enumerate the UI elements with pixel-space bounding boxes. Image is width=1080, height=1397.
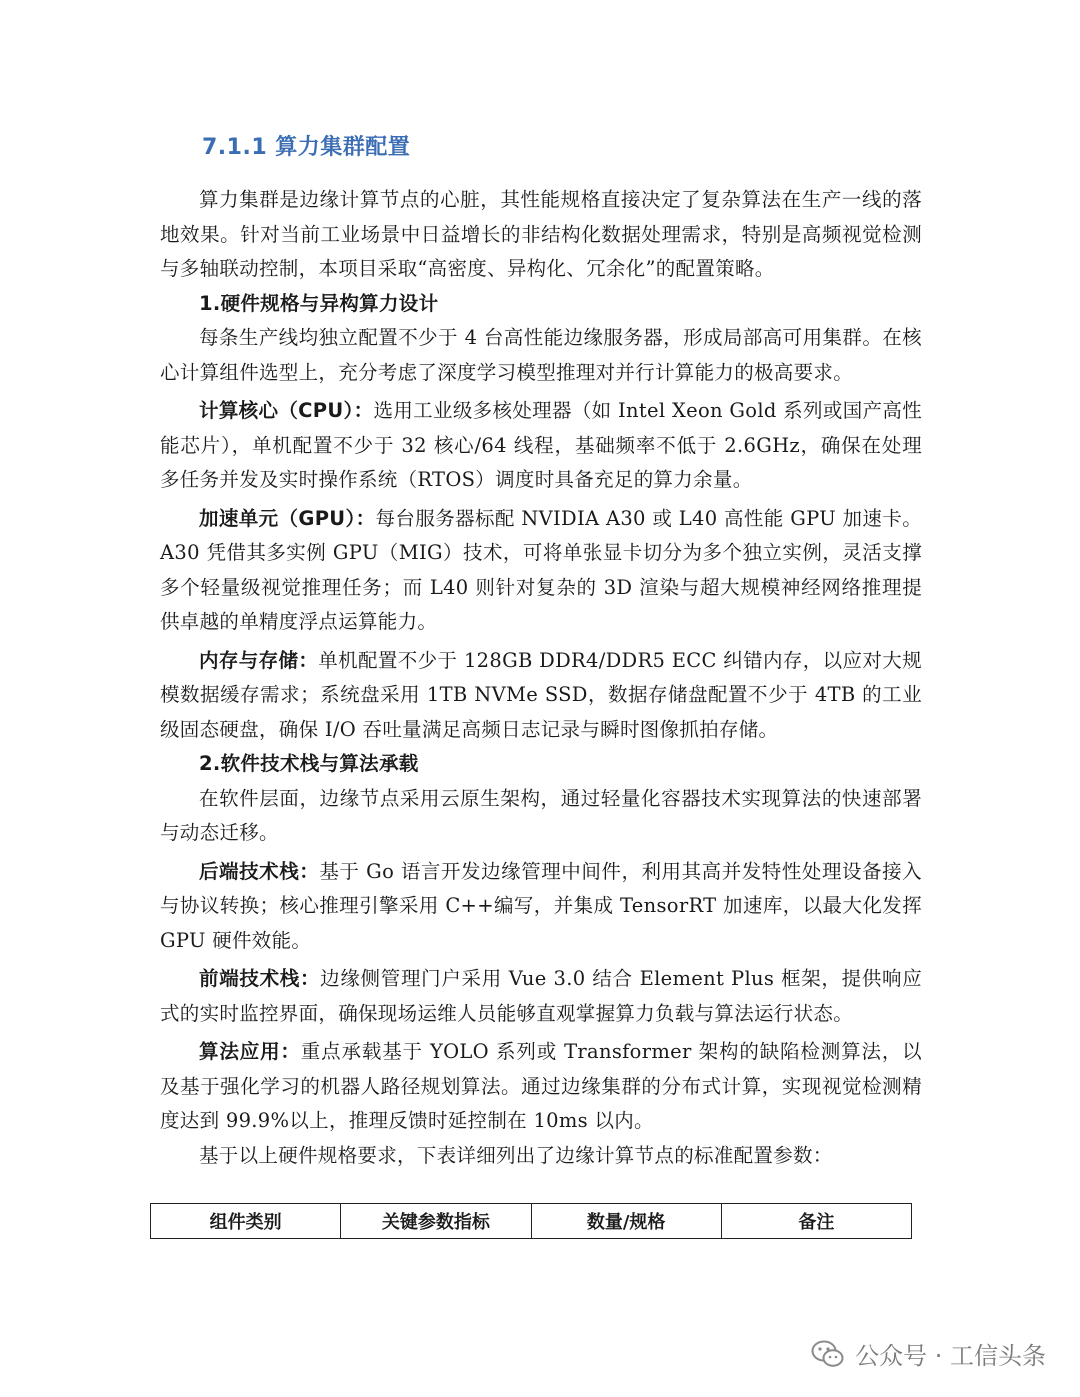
- cpu-text: 选用工业级多核处理器（如 Intel Xeon Gold 系列或国产高性能芯片），单机配置不少于 32 核心/64 线程，基础频率不低于 2.6GHz，确保在处理多任务并发及实时操作系统（RTOS）调度时具备充足的算力余量。: [160, 399, 923, 491]
- frontend-paragraph: [160, 962, 922, 1031]
- table-header-row: [151, 1204, 912, 1239]
- cpu-paragraph: [160, 394, 922, 498]
- gpu-paragraph: [160, 502, 922, 640]
- watermark-text: 公众号 · 工信头条: [855, 1342, 1046, 1370]
- algorithm-lead: 算法应用：: [199, 1040, 301, 1063]
- document-body: [160, 183, 922, 1173]
- backend-paragraph: [160, 855, 922, 959]
- table-header-cell: 备注: [721, 1204, 911, 1239]
- config-table: [150, 1203, 912, 1239]
- memory-text: 单机配置不少于 128GB DDR4/DDR5 ECC 纠错内存，以应对大规模数据缓存需求；系统盘采用 1TB NVMe SSD，数据存储盘配置不少于 4TB 的工业级固态硬盘，确保 I/O 吞吐量满足高频日志记录与瞬时图像抓拍存储。: [160, 648, 922, 741]
- software-intro-paragraph: 在软件层面，边缘节点采用云原生架构，通过轻量化容器技术实现算法的快速部署与动态迁移。: [160, 786, 922, 844]
- memory-paragraph: [160, 644, 922, 748]
- hardware-heading: 1.硬件规格与异构算力设计: [199, 291, 439, 315]
- watermark: [811, 1336, 1046, 1371]
- table-header-cell: 关键参数指标: [341, 1204, 531, 1239]
- table-intro-paragraph: 基于以上硬件规格要求，下表详细列出了边缘计算节点的标准配置参数：: [199, 1143, 833, 1167]
- backend-text: 基于 Go 语言开发边缘管理中间件，利用其高并发特性处理设备接入与协议转换；核心推理引擎采用 C++编写，并集成 TensorRT 加速库，以最大化发挥 GPU 硬件效能。: [160, 859, 922, 952]
- hardware-intro-paragraph: 每条生产线均独立配置不少于 4 台高性能边缘服务器，形成局部高可用集群。在核心计算组件选型上，充分考虑了深度学习模型推理对并行计算能力的极高要求。: [160, 326, 922, 384]
- table-header-cell: 组件类别: [151, 1204, 341, 1239]
- intro-paragraph: 算力集群是边缘计算节点的心脏，其性能规格直接决定了复杂算法在生产一线的落地效果。针对当前工业场景中日益增长的非结构化数据处理需求，特别是高频视觉检测与多轴联动控制，本项目采取“高密度、异构化、冗余化”的配置策略。: [160, 188, 922, 280]
- gpu-text: 每台服务器标配 NVIDIA A30 或 L40 高性能 GPU 加速卡。A30 凭借其多实例 GPU（MIG）技术，可将单张显卡切分为多个独立实例，灵活支撑多个轻量级视觉推理任务；而 L40 则针对复杂的 3D 渲染与超大规模神经网络推理提供卓越的单精度浮点运算能力。: [160, 506, 922, 633]
- software-heading: 2.软件技术栈与算法承载: [199, 752, 419, 775]
- algorithm-paragraph: [160, 1035, 922, 1139]
- gpu-lead: 加速单元（GPU）：: [199, 506, 376, 530]
- section-title: 7.1.1 算力集群配置: [202, 135, 411, 160]
- backend-lead: 后端技术栈：: [199, 859, 320, 883]
- memory-lead: 内存与存储：: [199, 648, 319, 672]
- frontend-text: 边缘侧管理门户采用 Vue 3.0 结合 Element Plus 框架，提供响应式的实时监控界面，确保现场运维人员能够直观掌握算力负载与算法运行状态。: [160, 967, 923, 1025]
- cpu-lead: 计算核心（CPU）：: [199, 399, 374, 422]
- frontend-lead: 前端技术栈：: [199, 967, 321, 990]
- wechat-icon: [811, 1339, 845, 1369]
- table-header-cell: 数量/规格: [531, 1204, 721, 1239]
- algorithm-text: 重点承载基于 YOLO 系列或 Transformer 架构的缺陷检测算法，以及基于强化学习的机器人路径规划算法。通过边缘集群的分布式计算，实现视觉检测精度达到 99.9%以上，推理反馈时延控制在 10ms 以内。: [160, 1040, 922, 1132]
